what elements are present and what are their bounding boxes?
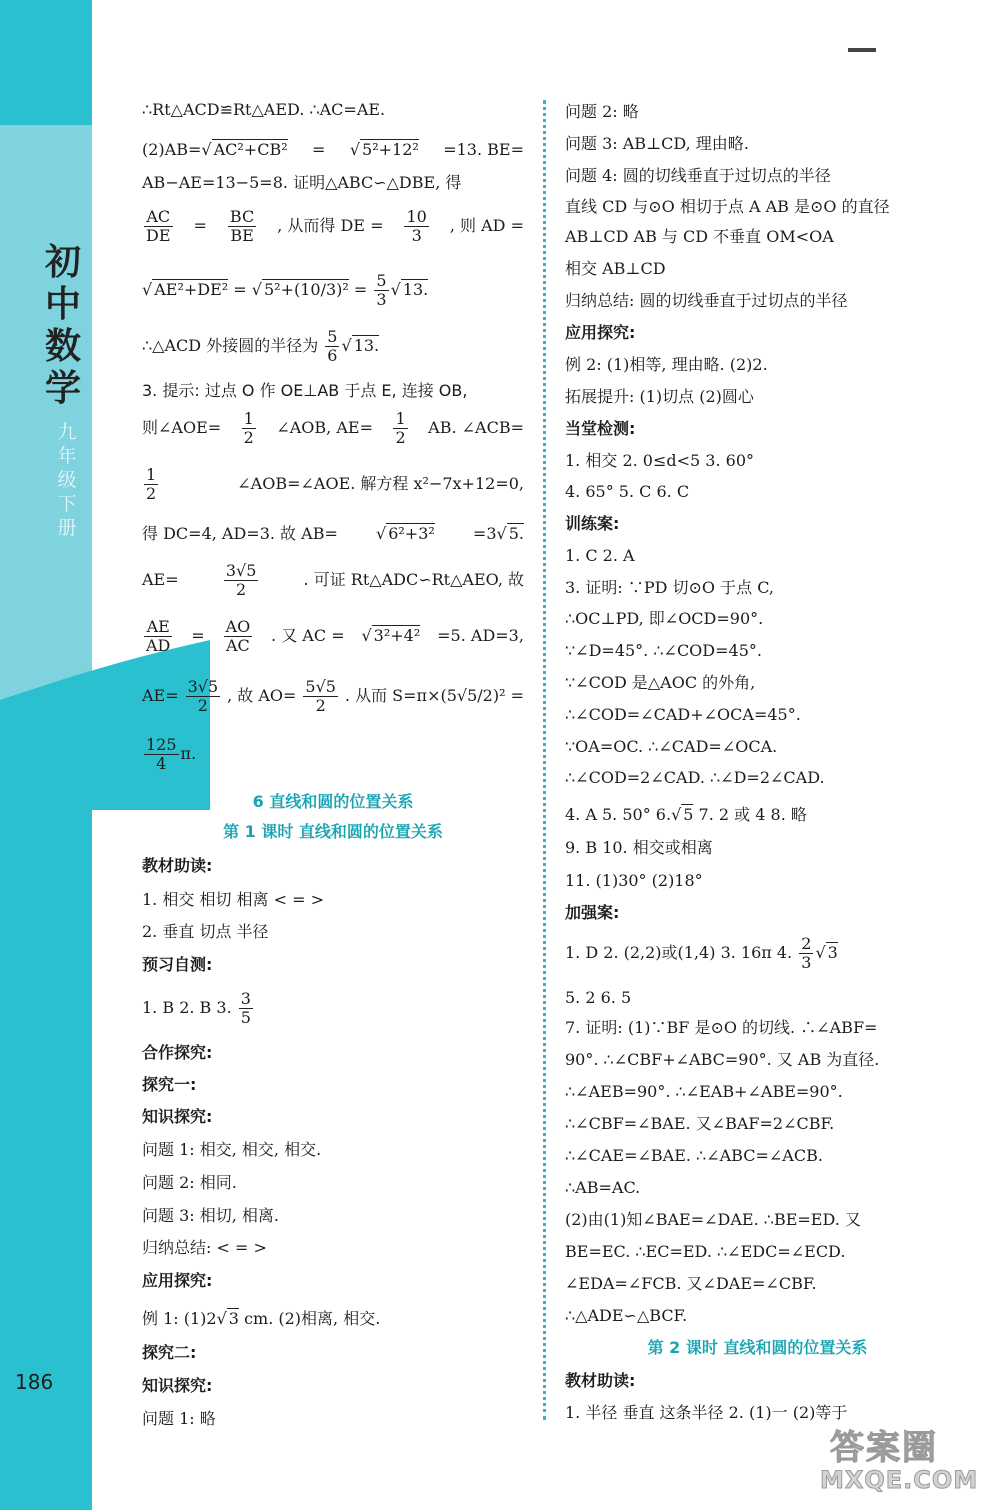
text-line: 则∠AOE= $\frac{1}{2}$ ∠AOB, AE= $\frac{1}{2}$ AB. ∠ACB= [142, 409, 524, 447]
subheading: 探究二: [142, 1343, 197, 1362]
text-line: ∴△ACD 外接圆的半径为 $\frac{5}{6}$ √ 13. [142, 328, 379, 365]
text-line: 90°. ∴∠CBF+∠ABC=90°. 又 AB 为直径. [565, 1050, 880, 1069]
text-line: ∠EDA=∠FCB. 又∠DAE=∠CBF. [565, 1274, 817, 1293]
subheading: 合作探究: [142, 1043, 213, 1062]
text-line: 问题 3: 相切, 相离. [142, 1206, 280, 1225]
subheading: 加强案: [565, 903, 620, 922]
text-line: AB⊥CD AB 与 CD 不垂直 OM<OA [565, 227, 834, 246]
text-line: ∵OA=OC. ∴∠CAD=∠OCA. [565, 737, 778, 756]
subheading: 应用探究: [565, 323, 636, 342]
page-number: 186 [15, 1370, 54, 1394]
text-line: 1. 相交 相切 相离 < = > [142, 890, 325, 909]
text-line: $\frac{AE}{AD}$ = $\frac{AO}{AC}$ . 又 AC = √ 3²+4² =5. AD=3, [142, 618, 524, 655]
subheading: 应用探究: [142, 1271, 213, 1290]
text-line: 例 2: (1)相等, 理由略. (2)2. [565, 355, 768, 374]
text-line: $\frac{125}{4}$ π. [146, 735, 197, 773]
text-line: 1. C 2. A [565, 546, 635, 565]
text-line: 问题 4: 圆的切线垂直于过切点的半径 [565, 166, 831, 185]
lesson-title: 第 1 课时 直线和圆的位置关系 [223, 822, 443, 841]
section-title: 6 直线和圆的位置关系 [252, 792, 414, 811]
text-line: 2. 垂直 切点 半径 [142, 922, 269, 941]
text-line: ∵∠D=45°. ∴∠COD=45°. [565, 641, 762, 660]
text-line: ∴OC⊥PD, 即∠OCD=90°. [565, 609, 764, 628]
text-line: ∴AB=AC. [565, 1178, 641, 1197]
text-line: ∴Rt△ACD≌Rt△AED. ∴AC=AE. [142, 100, 386, 119]
sidebar-band-top [0, 0, 92, 125]
text-line: ∵∠COD 是△AOC 的外角, [565, 673, 756, 692]
text-line: 4. A 5. 50° 6.√ 5 7. 2 或 4 8. 略 [565, 805, 807, 825]
subheading: 教材助读: [565, 1371, 636, 1390]
text-line: (2)AB=√ AC²+CB² = √ 5²+12² =13. BE= [142, 140, 524, 160]
text-line: 5. 2 6. 5 [565, 988, 632, 1007]
text-line: ∴∠AEB=90°. ∴∠EAB+∠ABE=90°. [565, 1082, 843, 1101]
text-line: 得 DC=4, AD=3. 故 AB= √ 6²+3² =3√ 5. [142, 524, 524, 544]
text-line: 直线 CD 与⊙O 相切于点 A AB 是⊙O 的直径 [565, 197, 890, 216]
text-line: 3. 提示: 过点 O 作 OE⊥AB 于点 E, 连接 OB, [142, 381, 468, 400]
text-line: 问题 3: AB⊥CD, 理由略. [565, 134, 749, 153]
text-line: ∴∠CAE=∠BAE. ∴∠ABC=∠ACB. [565, 1146, 823, 1165]
text-line: 11. (1)30° (2)18° [565, 871, 703, 890]
text-line: ∴△ADE∽△BCF. [565, 1306, 688, 1325]
text-line: BE=EC. ∴EC=ED. ∴∠EDC=∠ECD. [565, 1242, 846, 1261]
watermark-logo [820, 1420, 990, 1500]
text-line: AB−AE=13−5=8. 证明△ABC∽△DBE, 得 [142, 173, 462, 192]
lesson-title: 第 2 课时 直线和圆的位置关系 [647, 1338, 868, 1357]
text-line: 问题 1: 略 [142, 1409, 216, 1428]
text-line: √ AE²+DE² = √ 5²+(10/3)² = $\frac{5}{3}$ √ 13. [142, 272, 428, 309]
text-line: ∴∠CBF=∠BAE. 又∠BAF=2∠CBF. [565, 1114, 835, 1133]
text-line: 归纳总结: < = > [142, 1238, 267, 1257]
text-line: AE= $\frac{3√5}{2}$ , 故 AO= $\frac{5√5}{2}$ . 从而 S=π×(5√5/2)² = [142, 677, 524, 715]
text-line: 1. B 2. B 3. $\frac{3}{5}$ [142, 989, 251, 1027]
top-mark [848, 48, 876, 52]
column-divider [543, 100, 546, 1420]
text-line: 问题 1: 相交, 相交, 相交. [142, 1140, 322, 1159]
text-line: 例 1: (1)2√ 3 cm. (2)相离, 相交. [142, 1309, 380, 1329]
text-line: 问题 2: 略 [565, 102, 639, 121]
text-line: 1. 相交 2. 0≤d<5 3. 60° [565, 451, 755, 470]
text-line: 3. 证明: ∵PD 切⊙O 于点 C, [565, 578, 774, 597]
text-line: ∴∠COD=∠CAD+∠OCA=45°. [565, 705, 801, 724]
text-line: $\frac{AC}{DE}$ = $\frac{BC}{BE}$ , 从而得 DE = $\frac{10}{3}$ , 则 AD = [146, 207, 524, 245]
subheading: 知识探究: [142, 1376, 213, 1395]
text-line: $\frac{1}{2}$ ∠AOB=∠AOE. 解方程 x²−7x+12=0, [146, 465, 524, 503]
text-line: ∴∠COD=2∠CAD. ∴∠D=2∠CAD. [565, 768, 825, 787]
subheading: 教材助读: [142, 856, 213, 875]
text-line: AE= $\frac{3√5}{2}$ . 可证 Rt△ADC∽Rt△AEO, 故 [142, 561, 524, 599]
watermark-title: 答案圈 [830, 1428, 938, 1468]
sidebar-grade: 九年级下册 [57, 421, 77, 539]
subheading: 探究一: [142, 1075, 197, 1094]
text-line: 7. 证明: (1)∵BF 是⊙O 的切线. ∴∠ABF= [565, 1018, 878, 1037]
subheading: 训练案: [565, 514, 620, 533]
text-line: 相交 AB⊥CD [565, 259, 666, 278]
text-line: 拓展提升: (1)切点 (2)圆心 [565, 387, 754, 406]
text-line: 1. 半径 垂直 这条半径 2. (1)一 (2)等于 [565, 1403, 848, 1422]
watermark-url: MXQE.COM [820, 1466, 979, 1494]
text-line: 9. B 10. 相交或相离 [565, 838, 713, 857]
subheading: 当堂检测: [565, 419, 636, 438]
subheading: 知识探究: [142, 1107, 213, 1126]
text-line: (2)由(1)知∠BAE=∠DAE. ∴BE=ED. 又 [565, 1210, 861, 1229]
text-line: 4. 65° 5. C 6. C [565, 482, 690, 501]
text-line: 归纳总结: 圆的切线垂直于过切点的半径 [565, 291, 848, 310]
subheading: 预习自测: [142, 955, 213, 974]
text-line: 1. D 2. (2,2)或(1,4) 3. 16π 4. $\frac{2}{3}$ √ 3 [565, 935, 838, 972]
sidebar-title: 初中数学 [44, 242, 81, 409]
text-line: 问题 2: 相同. [142, 1173, 237, 1192]
